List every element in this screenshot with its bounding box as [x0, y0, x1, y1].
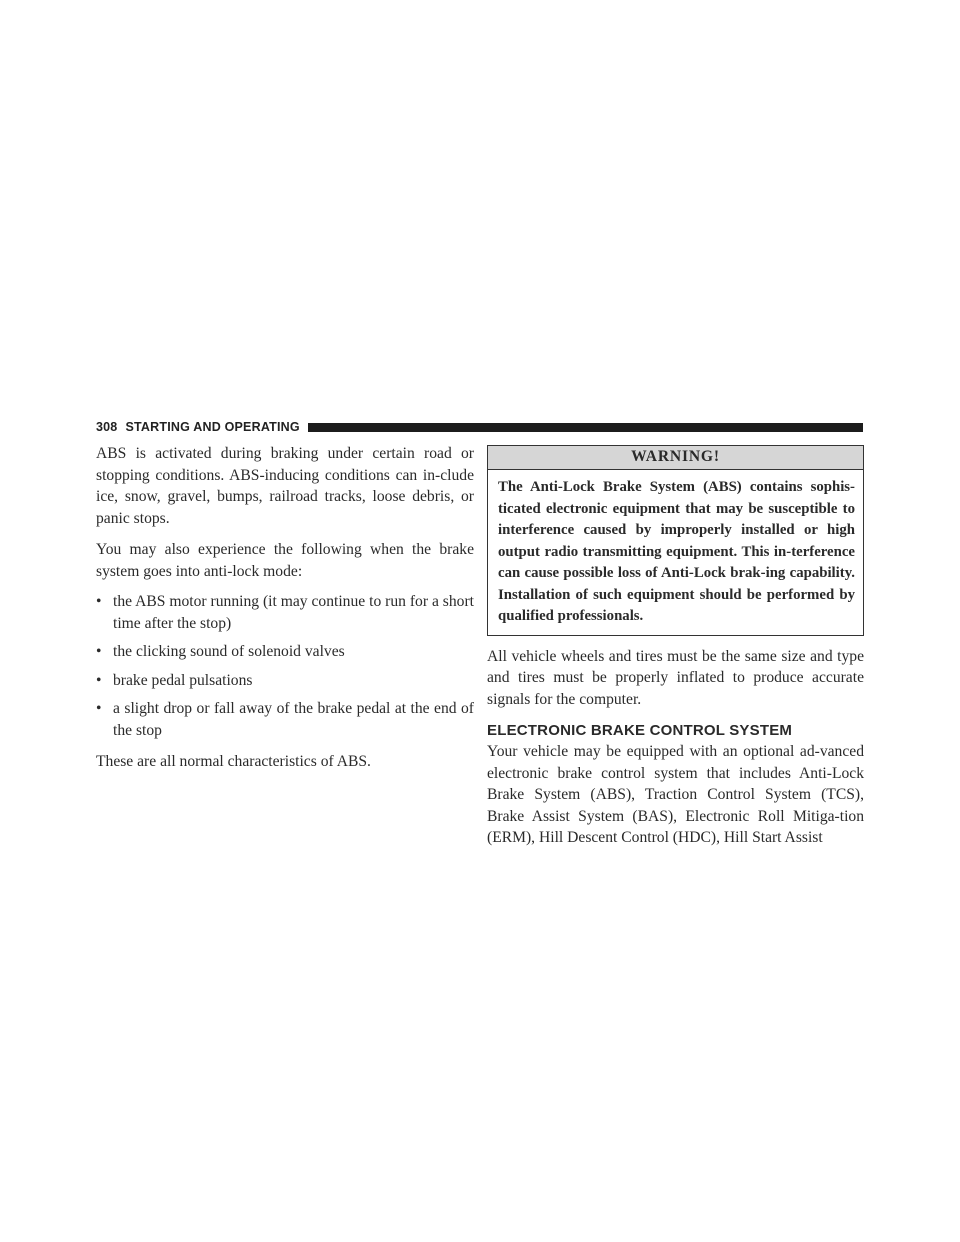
page-header [96, 418, 863, 436]
section-title: STARTING AND OPERATING [125, 420, 300, 434]
normal-characteristics-paragraph: These are all normal characteristics of ABS. [96, 753, 371, 770]
warning-text: The Anti-Lock Brake System (ABS) contains sophis-ticated electronic equipment that may be susceptible to interference caused by improperly installed or high output radio transmitting equipment. This in-terference can cause possible loss of Anti-Lock brak-ing capability. Installation of such equipment should be performed by qualified professionals. [498, 479, 855, 624]
anti-lock-mode-intro: You may also experience the following when the brake system goes into anti-lock mode: [96, 541, 474, 580]
page-number: 308 [96, 420, 118, 434]
list-item [96, 698, 474, 741]
wheels-tires-paragraph: All vehicle wheels and tires must be the same size and type and tires must be properly inflated to produce accurate signals for the computer. [487, 647, 864, 708]
section-heading: ELECTRONIC BRAKE CONTROL SYSTEM [487, 722, 793, 739]
list-item [96, 591, 474, 634]
warning-box [487, 445, 864, 636]
anti-lock-symptom-list [96, 591, 474, 741]
right-column [487, 443, 864, 849]
bullet-icon: • [96, 671, 102, 689]
warning-title: WARNING! [488, 446, 863, 470]
bullet-icon: • [96, 700, 102, 717]
list-item [96, 641, 474, 663]
list-item [96, 670, 474, 692]
header-rule [308, 423, 863, 432]
list-item-text: the clicking sound of solenoid valves [113, 643, 345, 660]
brake-control-paragraph: Your vehicle may be equipped with an optional ad-vanced electronic brake control system that includes Anti-Lock Brake System (ABS), Traction Control System (TCS), Brake Assist System (BAS), Electronic Roll Mitiga-tion (ERM), Hill Descent Control (HDC), Hill Start Assist [487, 743, 864, 846]
list-item-text: a slight drop or fall away of the brake pedal at the end of the stop [113, 700, 474, 739]
abs-activation-paragraph: ABS is activated during braking under certain road or stopping conditions. ABS-inducing conditions can in-clude ice, snow, gravel, bumps, railroad tracks, loose debris, or panic stops. [96, 445, 474, 527]
list-item-text: brake pedal pulsations [113, 671, 253, 689]
bullet-icon: • [96, 593, 102, 610]
bullet-icon: • [96, 643, 102, 660]
left-column [96, 443, 474, 773]
list-item-text: the ABS motor running (it may continue to run for a short time after the stop) [113, 593, 474, 632]
